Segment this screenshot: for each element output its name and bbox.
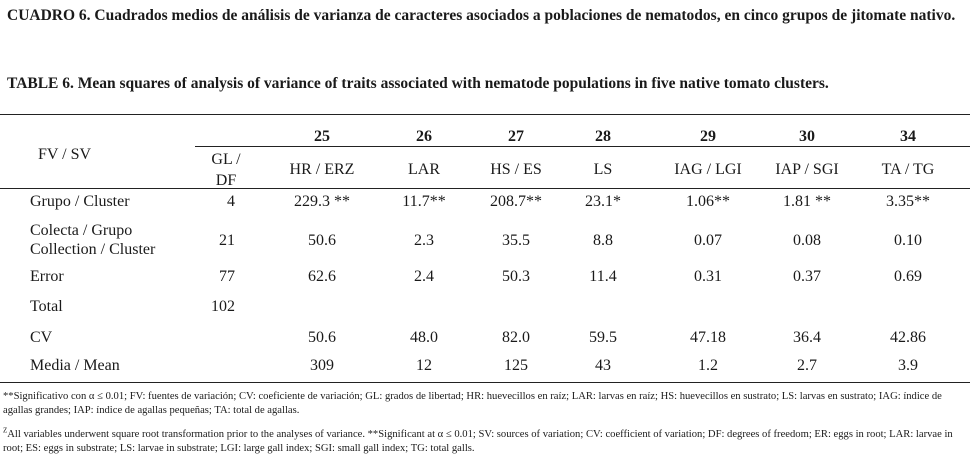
table-cell: 2.3 xyxy=(414,232,434,249)
header-col-number: 26 xyxy=(416,128,432,145)
table-cell: 0.69 xyxy=(894,268,922,285)
table-cell: 0.07 xyxy=(694,232,722,249)
header-col-number: 29 xyxy=(700,128,716,145)
header-col-name: TA / TG xyxy=(881,161,935,178)
row-label: Collection / Cluster xyxy=(30,241,156,258)
caption-spanish xyxy=(7,5,957,26)
header-col-name: LAR xyxy=(408,161,440,178)
caption-spanish-lead: CUADRO 6. xyxy=(7,7,91,24)
table-bottom-rule xyxy=(0,382,970,383)
footnote-english-text: All variables underwent square root transformation prior to the analyses of variance. **Significant at α ≤ 0.01; SV: sources of variation; CV: coefficient of variation; DF: degrees of freedom; ER: eggs in root; LAR: larvae in root; ES: eggs in substrate; LS: larvae in substrate; LGI: large gall index; SGI: small gall index; TG: total galls. xyxy=(3,429,953,454)
table-cell: 0.10 xyxy=(894,232,922,249)
row-label: Colecta / Grupo xyxy=(30,222,133,239)
caption-spanish-text: Cuadrados medios de análisis de varianza de caracteres asociados a poblaciones de nematodos, en cinco grupos de jitomate nativo. xyxy=(94,7,956,24)
table-cell: 36.4 xyxy=(793,329,821,346)
header-col-name: IAG / LGI xyxy=(674,161,742,178)
table-header-sub-rule xyxy=(195,146,970,147)
table-cell: 0.37 xyxy=(793,268,821,285)
table-cell: 11.4 xyxy=(589,268,617,285)
header-gl-line1: GL / xyxy=(211,151,241,168)
table-cell: 0.31 xyxy=(694,268,722,285)
table-cell: 229.3 ** xyxy=(294,193,350,210)
header-col-number: 34 xyxy=(900,128,916,145)
caption-english: TABLE 6. Mean squares of analysis of variance of traits associated with nematode populations in five native tomato clusters. xyxy=(7,75,829,92)
header-col-name: LS xyxy=(593,161,613,178)
header-col-name: HS / ES xyxy=(490,161,542,178)
table-cell: 12 xyxy=(416,357,432,374)
table-cell: 50.6 xyxy=(308,232,336,249)
row-label: Total xyxy=(30,298,63,315)
table-cell: 35.5 xyxy=(502,232,530,249)
table-cell: 82.0 xyxy=(502,329,530,346)
table-top-rule xyxy=(0,114,970,115)
row-label: CV xyxy=(30,329,53,346)
header-col-name: HR / ERZ xyxy=(289,161,355,178)
row-label: Grupo / Cluster xyxy=(30,193,130,210)
table-cell: 50.6 xyxy=(308,329,336,346)
header-col-number: 28 xyxy=(595,128,611,145)
table-cell: 43 xyxy=(595,357,611,374)
row-df: 4 xyxy=(227,193,235,210)
table-cell: 3.35** xyxy=(886,193,930,210)
table-cell: 1.2 xyxy=(698,357,718,374)
table-cell: 50.3 xyxy=(502,268,530,285)
table-cell: 1.81 ** xyxy=(783,193,831,210)
row-label: Media / Mean xyxy=(30,357,120,374)
table-cell: 48.0 xyxy=(410,329,438,346)
table-cell: 8.8 xyxy=(593,232,613,249)
table-cell: 125 xyxy=(504,357,528,374)
header-col-number: 27 xyxy=(508,128,524,145)
table-header-rule xyxy=(0,188,970,189)
row-df: 21 xyxy=(219,232,235,249)
table-cell: 23.1* xyxy=(585,193,621,210)
table-cell: 3.9 xyxy=(898,357,918,374)
header-col-number: 30 xyxy=(799,128,815,145)
table-cell: 11.7** xyxy=(402,193,446,210)
header-fv-sv: FV / SV xyxy=(38,146,92,163)
header-gl-line2: DF xyxy=(215,172,237,189)
table-cell: 2.7 xyxy=(797,357,817,374)
footnote-english xyxy=(3,428,965,456)
footnote-mark: Z xyxy=(3,426,8,435)
header-col-number: 25 xyxy=(314,128,330,145)
row-df: 102 xyxy=(211,298,235,315)
table-cell: 47.18 xyxy=(690,329,726,346)
table-cell: 1.06** xyxy=(686,193,730,210)
table-cell: 309 xyxy=(310,357,334,374)
footnote-spanish: **Significativo con α ≤ 0.01; FV: fuentes de variación; CV: coeficiente de variación; GL: grados de libertad; HR: huevecillos en raíz; LAR: larvas en raíz; HS: huevecillos en sustrato; LS: larvas en sustrato; IAG: índice de agallas grandes; IAP: índice de agallas pequeñas; TA: total de agallas. xyxy=(3,391,942,416)
table-cell: 62.6 xyxy=(308,268,336,285)
header-col-name: IAP / SGI xyxy=(775,161,839,178)
table-cell: 0.08 xyxy=(793,232,821,249)
table-cell: 2.4 xyxy=(414,268,434,285)
row-label: Error xyxy=(30,268,64,285)
table-cell: 42.86 xyxy=(890,329,926,346)
table-cell: 59.5 xyxy=(589,329,617,346)
table-cell: 208.7** xyxy=(490,193,542,210)
row-df: 77 xyxy=(219,268,235,285)
